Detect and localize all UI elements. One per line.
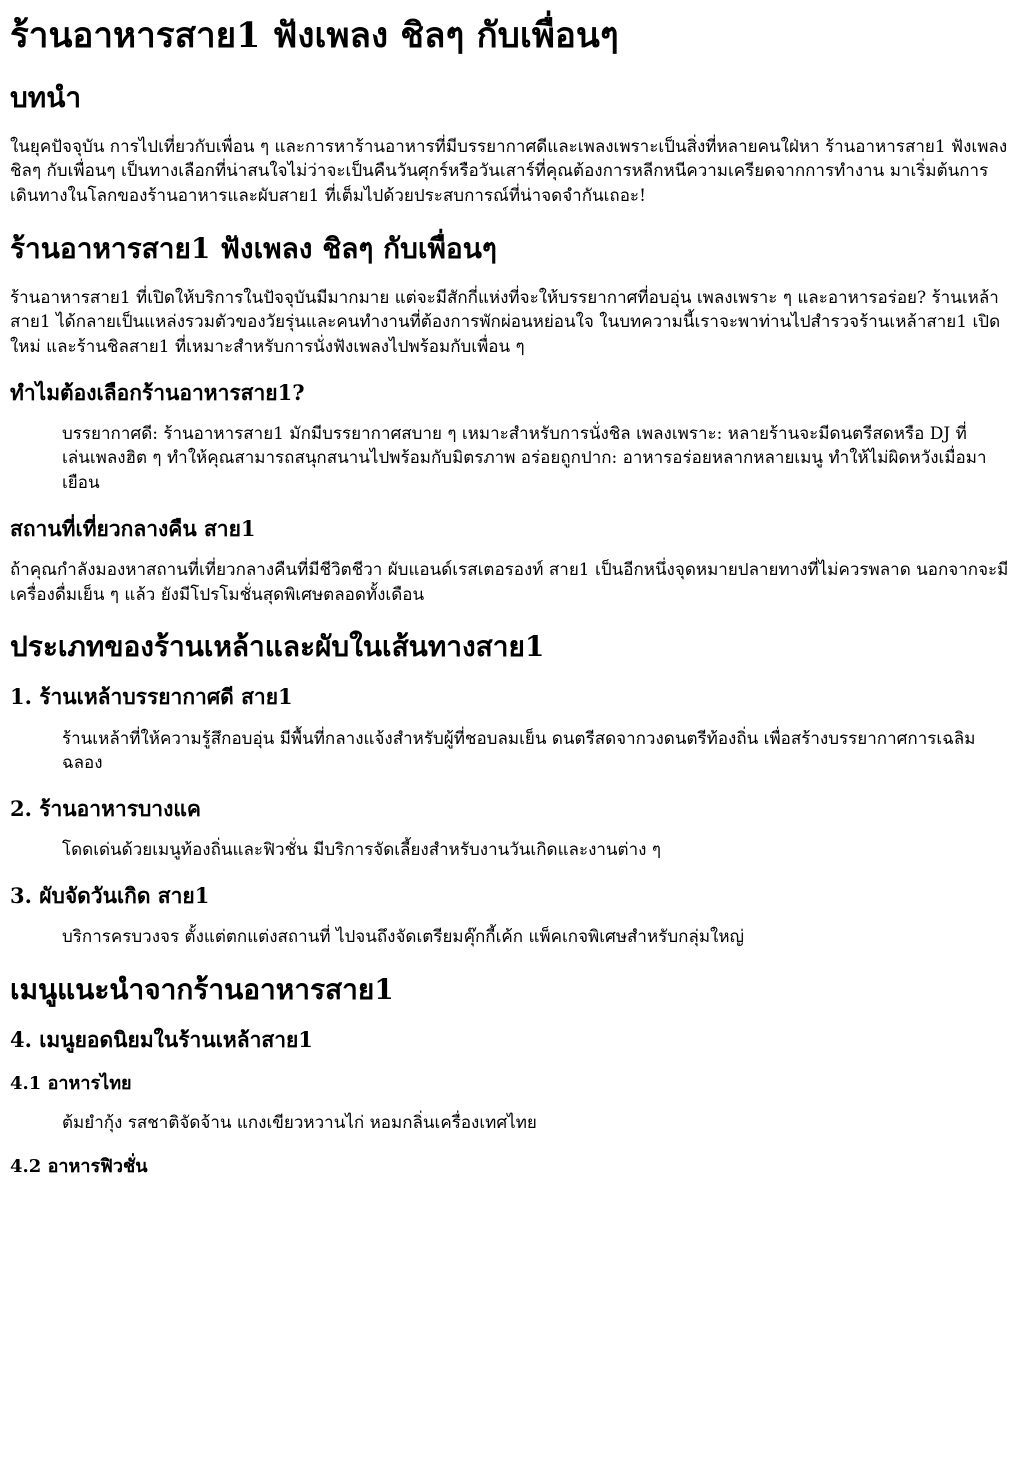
why-quote: บรรยากาศดี: ร้านอาหารสาย1 มักมีบรรยากาศสบาย ๆ เหมาะสำหรับการนั่งชิล เพลงเพราะ: หลายร้านจะมีดนตรีสดหรือ DJ ที่เล่นเพลงฮิต ๆ ทำให้คุณสามารถสนุกสนานไปพร้อมกับมิตรภาพ อร่อยถูกปาก: อาหารอร่อยหลากหลายเมนู ทำให้ไม่ผิดหวังเมื่อมาเยือน: [62, 423, 987, 494]
type2-quote: โดดเด่นด้วยเมนูท้องถิ่นและฟิวชั่น มีบริการจัดเลี้ยงสำหรับงานวันเกิดและงานต่าง ๆ: [62, 840, 661, 861]
article: [0, 14, 1024, 1179]
popular-menu-heading: 4. เมนูยอดนิยมในร้านเหล้าสาย1: [10, 1026, 313, 1052]
page-title: ร้านอาหารสาย1 ฟังเพลง ชิลๆ กับเพื่อนๆ: [10, 15, 619, 56]
section1-paragraph: ร้านอาหารสาย1 ที่เปิดให้บริการในปัจจุบันมีมากมาย แต่จะมีสักกี่แห่งที่จะให้บรรยากาศที่อบอุ่น เพลงเพราะ ๆ และอาหารอร่อย? ร้านเหล้าสาย1 ได้กลายเป็นแหล่งรวมตัวของวัยรุ่นและคนทำงานที่ต้องการพักผ่อนหย่อนใจ ในบทความนี้เราจะพาท่านไปสำรวจร้านเหล้าสาย1 เปิดใหม่ และร้านชิลสาย1 ที่เหมาะสำหรับการนั่งฟังเพลงไปพร้อมกับเพื่อน ๆ: [10, 287, 1001, 357]
section1-heading: ร้านอาหารสาย1 ฟังเพลง ชิลๆ กับเพื่อนๆ: [10, 231, 497, 265]
thai-food-heading: 4.1 อาหารไทย: [10, 1072, 132, 1094]
night-paragraph: ถ้าคุณกำลังมองหาสถานที่เที่ยวกลางคืนที่มีชีวิตชีวา ผับแอนด์เรสเตอรองท์ สาย1 เป็นอีกหนึ่งจุดหมายปลายทางที่ไม่ควรพลาด นอกจากจะมีเครื่องดื่มเย็น ๆ แล้ว ยังมีโปรโมชั่นสุดพิเศษตลอดทั้งเดือน: [10, 560, 1009, 605]
fusion-food-heading: 4.2 อาหารฟิวชั่น: [10, 1156, 148, 1177]
type1-quote: ร้านเหล้าที่ให้ความรู้สึกอบอุ่น มีพื้นที่กลางแจ้งสำหรับผู้ที่ชอบลมเย็น ดนตรีสดจากวงดนตรีท้องถิ่น เพื่อสร้างบรรยากาศการเฉลิมฉลอง: [62, 728, 976, 774]
type1-heading: 1. ร้านเหล้าบรรยากาศดี สาย1: [10, 684, 293, 710]
section2-heading: ประเภทของร้านเหล้าและผับในเส้นทางสาย1: [10, 630, 545, 664]
type2-heading: 2. ร้านอาหารบางแค: [10, 795, 201, 821]
type3-quote: บริการครบวงจร ตั้งแต่ตกแต่งสถานที่ ไปจนถึงจัดเตรียมคุ๊กกี้เค้ก แพ็คเกจพิเศษสำหรับกลุ่มใหญ่: [62, 926, 745, 947]
section3-heading: เมนูแนะนำจากร้านอาหารสาย1: [10, 972, 394, 1006]
why-heading: ทำไมต้องเลือกร้านอาหารสาย1?: [10, 379, 305, 405]
intro-heading: บทนำ: [10, 80, 82, 114]
night-heading: สถานที่เที่ยวกลางคืน สาย1: [10, 515, 256, 541]
thai-food-quote: ต้มยำกุ้ง รสชาติจัดจ้าน แกงเขียวหวานไก่ หอมกลิ่นเครื่องเทศไทย: [62, 1113, 537, 1134]
intro-paragraph: ในยุคปัจจุบัน การไปเที่ยวกับเพื่อน ๆ และการหาร้านอาหารที่มีบรรยากาศดีและเพลงเพราะเป็นสิ่งที่หลายคนใฝ่หา ร้านอาหารสาย1 ฟังเพลง ชิลๆ กับเพื่อนๆ เป็นทางเลือกที่น่าสนใจไม่ว่าจะเป็นคืนวันศุกร์หรือวันเสาร์ที่คุณต้องการหลีกหนีความเครียดจากการทำงาน มาเริ่มต้นการเดินทางในโลกของร้านอาหารและผับสาย1 ที่เต็มไปด้วยประสบการณ์ที่น่าจดจำกันเถอะ!: [10, 136, 1008, 207]
type3-heading: 3. ผับจัดวันเกิด สาย1: [10, 882, 210, 908]
